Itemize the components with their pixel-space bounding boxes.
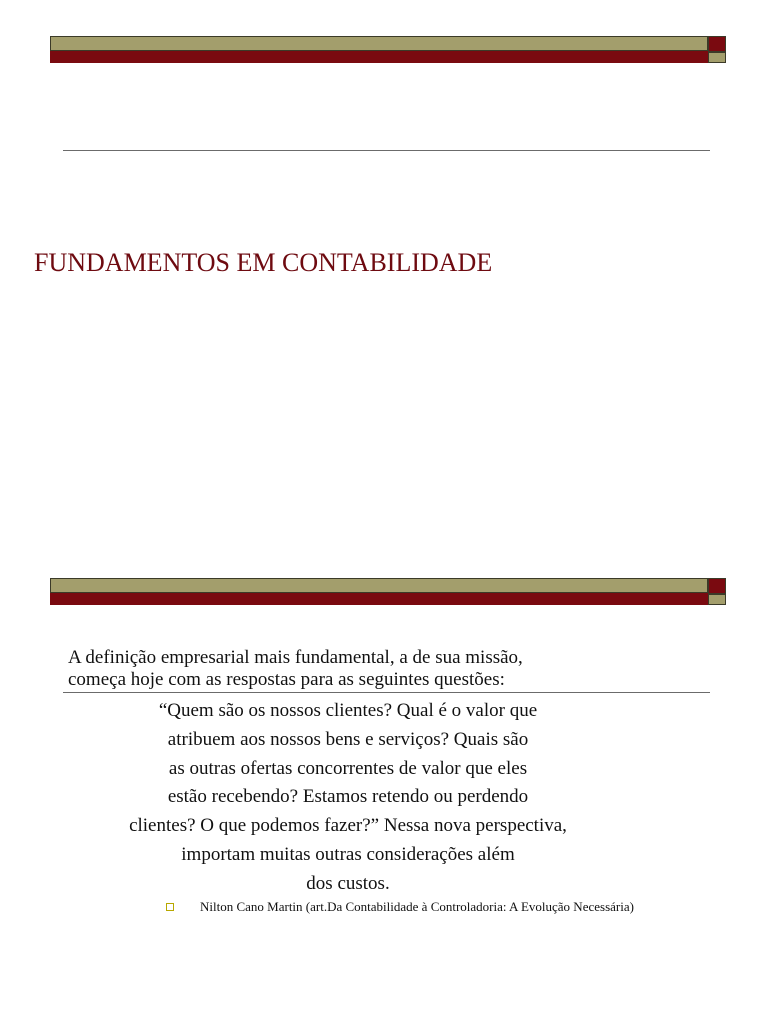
banner-olive-bar [50,578,708,593]
quote-line: clientes? O que podemos fazer?” Nessa nova perspectiva, [129,815,567,837]
banner-maroon-square [708,578,726,594]
banner-maroon-bar [50,51,708,63]
banner-olive-square [708,52,726,63]
quote-line: “Quem são os nossos clientes? Qual é o valor que [158,700,538,721]
banner-maroon-square [708,36,726,52]
intro-line: A definição empresarial mais fundamental, a de sua missão, [68,647,523,668]
quote-line: atribuem aos nossos bens e serviços? Quais são [167,728,529,750]
mission-quote [64,697,632,899]
banner-maroon-bar [50,593,708,605]
quote-line: dos custos. [306,872,390,894]
hollow-square-bullet-icon [166,903,174,911]
quote-line: as outras ofertas concorrentes de valor que eles [168,757,528,779]
quote-line: importam muitas outras considerações além [181,843,515,865]
quote-line: estão recebendo? Estamos retendo ou perdendo [167,786,529,808]
intro-line: começa hoje com as respostas para as seguintes questões: [68,669,505,690]
intro-divider [63,692,710,693]
banner-olive-bar [50,36,708,51]
title-divider [63,150,710,151]
intro-paragraph [68,647,688,691]
banner-olive-square [708,594,726,605]
slide-mission [0,576,768,1024]
citation-text: Nilton Cano Martin (art.Da Contabilidade à Controladoria: A Evolução Necessária) [200,899,634,914]
slide-title-text: FUNDAMENTOS EM CONTABILIDADE [34,248,493,277]
header-banner [50,578,726,605]
header-banner [50,36,726,63]
